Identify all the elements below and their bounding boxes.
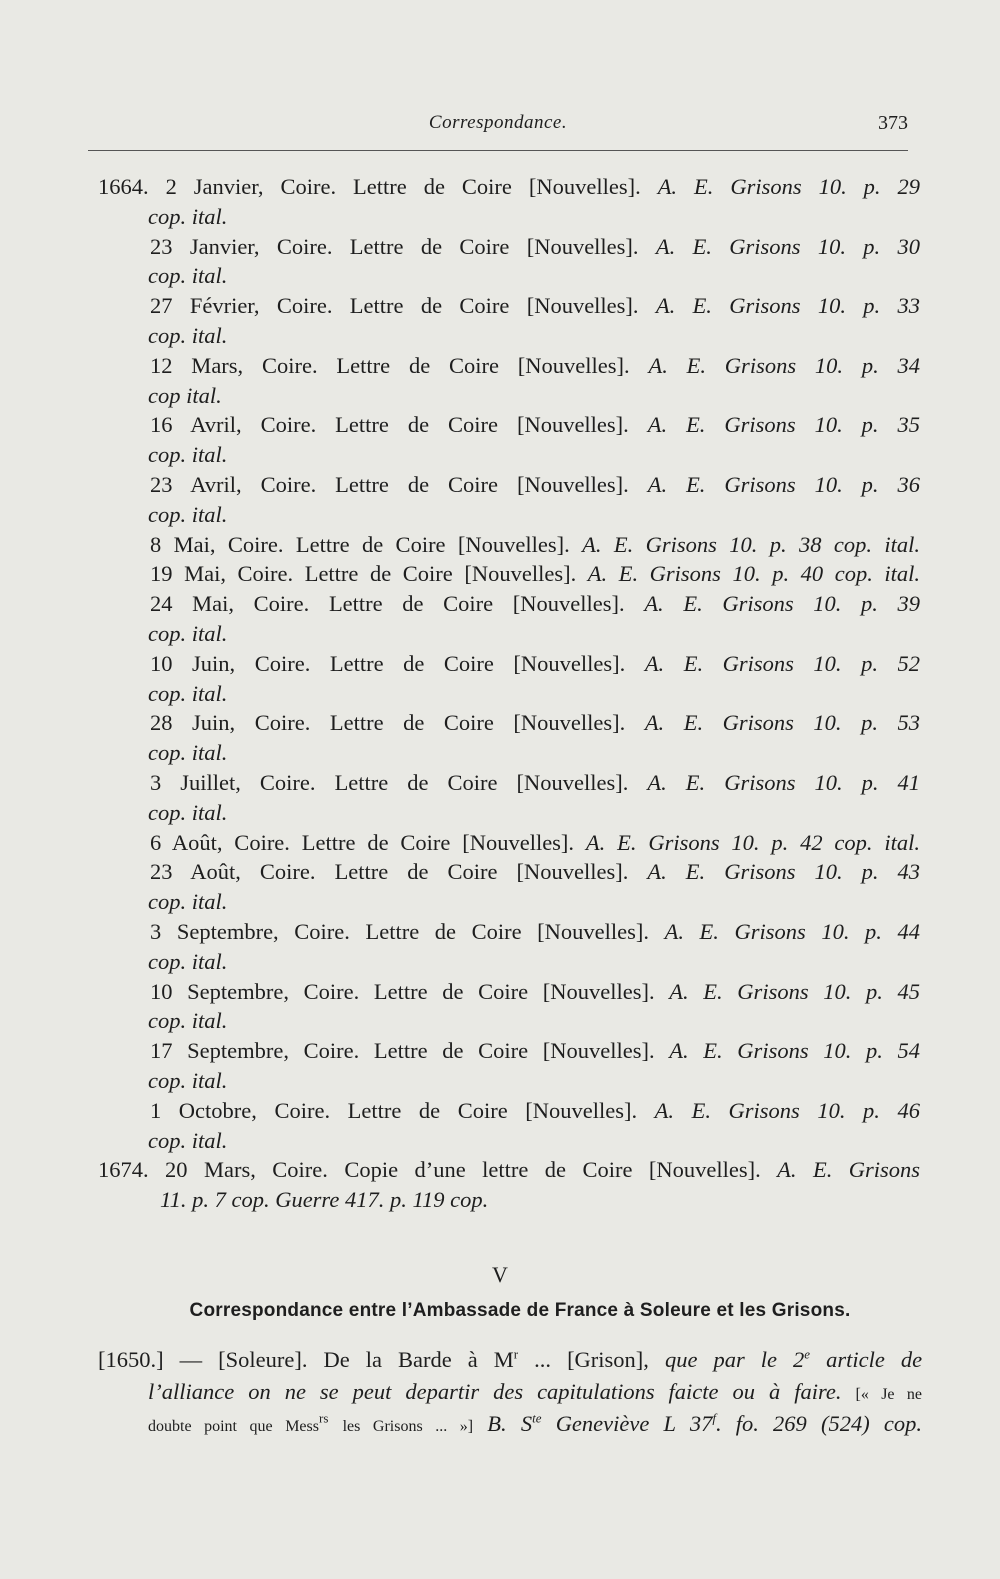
section-title: Correspondance entre l’Ambassade de France à Soleure et les Grisons. [189, 1300, 851, 1321]
entry-line: 12 Mars, Coire. Lettre de Coire [Nouvelles]. A. E. Grisons 10. p. 34 [150, 352, 921, 378]
entry-note: cop. ital. [148, 889, 228, 915]
entry-note: cop. ital. [148, 799, 228, 825]
entry-line: 23 Août, Coire. Lettre de Coire [Nouvelles]. A. E. Grisons 10. p. 43 [150, 859, 921, 885]
entry-note: 11. p. 7 cop. Guerre 417. p. 119 cop. [160, 1187, 489, 1213]
entry-line: doubte point que Mess$^{rs}$ les Grisons ... »] B. $S^{te}$ Geneviève L 37$^f$. fo. 269 (524) cop. [148, 1410, 923, 1436]
entry-line: 1664. 2 Janvier, Coire. Lettre de Coire [Nouvelles]. A. E. Grisons 10. p. 29 [98, 174, 921, 199]
entry-line: 10 Juin, Coire. Lettre de Coire [Nouvelles]. A. E. Grisons 10. p. 52 [150, 650, 921, 676]
entry-line: 3 Juillet, Coire. Lettre de Coire [Nouvelles]. A. E. Grisons 10. p. 41 [150, 769, 921, 795]
running-head [88, 112, 908, 142]
entry-line: 23 Janvier, Coire. Lettre de Coire [Nouvelles]. A. E. Grisons 10. p. 30 [150, 233, 921, 259]
entry-note: cop. ital. [148, 1127, 228, 1153]
entry-line: 6 Août, Coire. Lettre de Coire [Nouvelles]. A. E. Grisons 10. p. 42 cop. ital. [150, 829, 921, 855]
entry-note: cop. ital. [148, 1008, 228, 1034]
entry-line: 3 Septembre, Coire. Lettre de Coire [Nouvelles]. A. E. Grisons 10. p. 44 [150, 918, 921, 944]
running-title: Correspondance. [428, 112, 568, 133]
entry-note: cop. ital. [148, 620, 228, 646]
entry-line: 8 Mai, Coire. Lettre de Coire [Nouvelles]. A. E. Grisons 10. p. 38 cop. ital. [150, 531, 921, 557]
entry-line: 27 Février, Coire. Lettre de Coire [Nouvelles]. A. E. Grisons 10. p. 33 [150, 293, 921, 319]
entry-note: cop. ital. [148, 203, 228, 229]
entry-note: cop. ital. [148, 680, 228, 706]
entry-line: 24 Mai, Coire. Lettre de Coire [Nouvelles]. A. E. Grisons 10. p. 39 [150, 591, 921, 617]
entry-line: 16 Avril, Coire. Lettre de Coire [Nouvelles]. A. E. Grisons 10. p. 35 [150, 412, 920, 438]
entry-line: 28 Juin, Coire. Lettre de Coire [Nouvelles]. A. E. Grisons 10. p. 53 [150, 710, 921, 736]
entry-line: 19 Mai, Coire. Lettre de Coire [Nouvelles]. A. E. Grisons 10. p. 40 cop. ital. [150, 561, 921, 587]
entry-line: 10 Septembre, Coire. Lettre de Coire [Nouvelles]. A. E. Grisons 10. p. 45 [150, 978, 921, 1004]
entry-note: cop. ital. [148, 948, 228, 974]
entry-note: cop. ital. [148, 322, 228, 348]
header-rule [88, 150, 908, 151]
entry-note: cop ital. [148, 382, 222, 408]
entry-note: cop. ital. [148, 1067, 228, 1093]
entry-list [98, 172, 920, 1215]
entry-line: 1674. 20 Mars, Coire. Copie d’une lettre de Coire [Nouvelles]. A. E. Grisons [98, 1157, 921, 1183]
entry-line: 17 Septembre, Coire. Lettre de Coire [Nouvelles]. A. E. Grisons 10. p. 54 [150, 1038, 921, 1064]
entry-note: cop. ital. [148, 740, 228, 766]
entry-note: cop. ital. [148, 263, 228, 289]
entry-line: 1 Octobre, Coire. Lettre de Coire [Nouvelles]. A. E. Grisons 10. p. 46 [150, 1097, 920, 1123]
entry-line: [1650.] — [Soleure]. De la Barde à $M^r$ ... [Grison], que par le 2e article de [98, 1346, 923, 1372]
section-numeral: V [492, 1262, 508, 1287]
entry-note: cop. ital. [148, 501, 228, 527]
entry-note: cop. ital. [148, 442, 228, 468]
page-number: 373 [878, 112, 908, 134]
entry-line: l’alliance on ne se peut departir des capitulations faicte ou à faire. [« Je ne [148, 1379, 922, 1404]
document-entry [98, 1344, 922, 1440]
entry-line: 23 Avril, Coire. Lettre de Coire [Nouvelles]. A. E. Grisons 10. p. 36 [150, 471, 920, 497]
